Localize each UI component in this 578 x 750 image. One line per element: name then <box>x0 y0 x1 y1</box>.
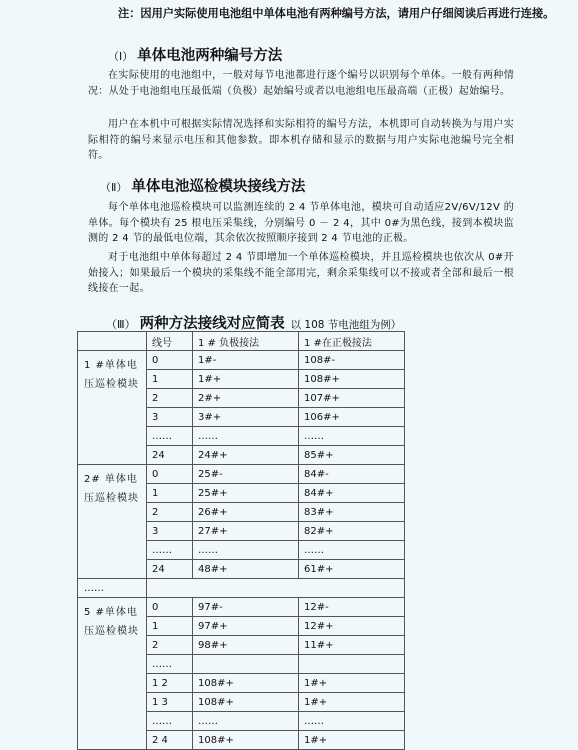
table-cell: 108#+ <box>193 731 299 750</box>
section2-paragraph-2: 对于电池组中单体每超过 2 4 节即增加一个单体巡检模块，并且巡检模块也依次从 0#开始接入；如果最后一个模块的采集线不能全部用完，剩余采集线可以不接或者全部和最后一根线接在一起。 <box>88 252 514 295</box>
table-cell: 107#+ <box>299 389 405 408</box>
section2-title: 单体电池巡检模块接线方法 <box>131 179 306 195</box>
module-name-cell: 5 #单体电压巡检模块 <box>78 598 147 750</box>
table-cell: 108#- <box>299 351 405 370</box>
section1-title: 单体电池两种编号方法 <box>137 48 283 64</box>
table-cell: 1#- <box>193 351 299 370</box>
table-cell: 84#+ <box>299 484 405 503</box>
table-cell: 61#+ <box>299 560 405 579</box>
table-cell: 48#+ <box>193 560 299 579</box>
table-cell: 3 <box>147 408 193 427</box>
table-cell: …… <box>193 541 299 560</box>
table-cell: 24 <box>147 560 193 579</box>
table-cell: …… <box>299 427 405 446</box>
table-cell: …… <box>299 712 405 731</box>
table-row <box>78 598 405 617</box>
module-name-cell: 1 #单体电压巡检模块 <box>78 351 147 465</box>
table-cell: 97#+ <box>193 617 299 636</box>
table-header-cell <box>78 332 147 351</box>
table-cell: 108#+ <box>193 693 299 712</box>
table-cell: 2 4 <box>147 731 193 750</box>
table-cell: …… <box>299 541 405 560</box>
module-name-cell: 2# 单体电压巡检模块 <box>78 465 147 579</box>
table-cell: 25#- <box>193 465 299 484</box>
table-cell: 82#+ <box>299 522 405 541</box>
table-cell: …… <box>147 541 193 560</box>
table-cell: …… <box>193 427 299 446</box>
table-cell: 3 <box>147 522 193 541</box>
table-cell: 27#+ <box>193 522 299 541</box>
section2-number: （Ⅱ） <box>100 181 128 194</box>
table-cell: 25#+ <box>193 484 299 503</box>
table-cell: 24#+ <box>193 446 299 465</box>
table-cell: 12#- <box>299 598 405 617</box>
table-cell: 2 <box>147 389 193 408</box>
wiring-table-body <box>78 332 405 750</box>
table-cell: 26#+ <box>193 503 299 522</box>
table-cell: …… <box>147 655 193 674</box>
section3-subtitle: 以 108 节电池组为例） <box>290 319 402 331</box>
usage-note: 注：因用户实际使用电池组中单体电池有两种编号方法，请用户仔细阅读后再进行连接。 <box>118 7 555 20</box>
table-cell: 0 <box>147 351 193 370</box>
table-cell: …… <box>193 712 299 731</box>
table-cell: 85#+ <box>299 446 405 465</box>
table-cell: 1#+ <box>299 674 405 693</box>
table-cell: …… <box>147 427 193 446</box>
table-cell: 98#+ <box>193 636 299 655</box>
table-cell: 0 <box>147 598 193 617</box>
table-cell: 108#+ <box>299 370 405 389</box>
table-cell: 1 <box>147 484 193 503</box>
table-cell: 24 <box>147 446 193 465</box>
section3-heading <box>106 312 401 333</box>
section1-paragraph-1: 在实际使用的电池组中，一般对每节电池都进行逐个编号以识别每个单体。一般有两种情况：从处于电池组电压最低端（负极）起始编号或者以电池组电压最高端（正极）起始编号。 <box>88 70 514 97</box>
table-cell <box>299 655 405 674</box>
table-cell: 1 <box>147 617 193 636</box>
table-cell: 1 <box>147 370 193 389</box>
table-cell: 1 3 <box>147 693 193 712</box>
section2-heading <box>100 175 305 196</box>
table-cell: 2 <box>147 503 193 522</box>
table-cell: 2 <box>147 636 193 655</box>
section1-number: （Ⅰ） <box>108 50 134 63</box>
section3-number: （Ⅲ） <box>106 318 136 331</box>
table-cell: 3#+ <box>193 408 299 427</box>
section3-title: 两种方法接线对应简表 <box>139 316 285 332</box>
table-cell: 1#+ <box>299 731 405 750</box>
table-cell <box>193 655 299 674</box>
table-cell: …… <box>147 712 193 731</box>
section1-paragraph-2: 用户在本机中可根据实际情况选择和实际相符的编号方法，本机即可自动转换为与用户实际相符的编号来显示电压和其他参数。即本机存储和显示的数据与用户实际电池编号完全相符。 <box>88 119 514 162</box>
table-row <box>78 351 405 370</box>
wiring-table <box>77 331 405 750</box>
section2-paragraph-1: 每个单体电池巡检模块可以监测连续的 2 4 节单体电池，模块可自动适应2V/6V/12V 的单体。每个模块有 25 根电压采集线，分别编号 0 － 2 4，其中 0#为黑色线，接到本模块监测的 2 4 节的最低电位端，其余依次按照顺序接到 2 4 节电池的正极。 <box>88 202 514 245</box>
table-cell: 1#+ <box>193 370 299 389</box>
table-cell: 11#+ <box>299 636 405 655</box>
module-name-cell: …… <box>78 579 147 598</box>
table-header-row <box>78 332 405 351</box>
table-row <box>78 579 405 598</box>
table-cell: 97#- <box>193 598 299 617</box>
table-cell: 84#- <box>299 465 405 484</box>
table-header-cell: 线号 <box>147 332 193 351</box>
table-cell: 1 2 <box>147 674 193 693</box>
table-row <box>78 465 405 484</box>
table-header-cell: 1 #在正极接法 <box>299 332 405 351</box>
table-cell: 0 <box>147 465 193 484</box>
table-cell: 1#+ <box>299 693 405 712</box>
table-header-cell: 1 # 负极接法 <box>193 332 299 351</box>
table-cell: 83#+ <box>299 503 405 522</box>
table-cell: 106#+ <box>299 408 405 427</box>
table-cell: 12#+ <box>299 617 405 636</box>
section1-heading <box>108 44 282 65</box>
table-cell: 108#+ <box>193 674 299 693</box>
table-cell <box>147 579 405 598</box>
table-cell: 2#+ <box>193 389 299 408</box>
